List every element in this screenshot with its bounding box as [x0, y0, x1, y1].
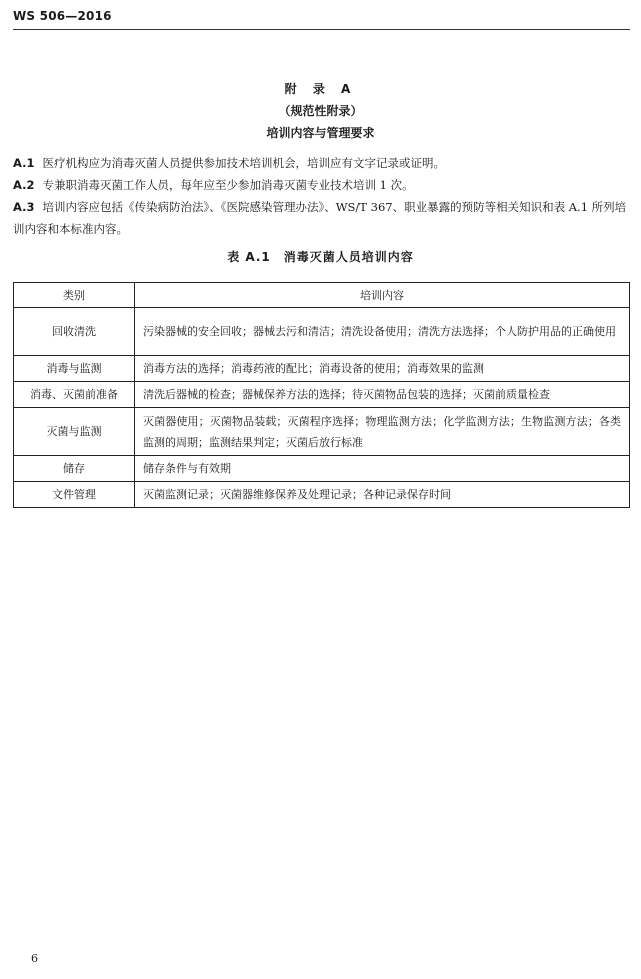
table-row [14, 456, 630, 482]
table-row [14, 482, 630, 508]
row-category: 文件管理 [14, 482, 135, 508]
paragraph-number: A.1 [13, 156, 35, 170]
table-row [14, 408, 630, 456]
paragraph-text: 医疗机构应为消毒灭菌人员提供参加技术培训机会，培训应有文字记录或证明。 [42, 156, 445, 170]
table-row [14, 356, 630, 382]
row-category: 储存 [14, 456, 135, 482]
table-row [14, 382, 630, 408]
training-content-table [13, 282, 630, 508]
table-row [14, 308, 630, 356]
paragraph-a2 [13, 174, 630, 196]
row-content: 清洗后器械的检查；器械保养方法的选择；待灭菌物品包装的选择；灭菌前质量检查 [135, 382, 630, 408]
table-header-row [14, 283, 630, 308]
header-rule [13, 29, 630, 30]
paragraph-number: A.3 [13, 200, 35, 214]
row-content: 消毒方法的选择；消毒药液的配比；消毒设备的使用；消毒效果的监测 [135, 356, 630, 382]
appendix-subtitle: （规范性附录） [278, 104, 363, 118]
row-content: 污染器械的安全回收；器械去污和清洁；清洗设备使用；清洗方法选择；个人防护用品的正确使用 [135, 308, 630, 356]
paragraph-a1 [13, 152, 630, 174]
paragraph-a3 [13, 196, 630, 240]
standard-code: WS 506—2016 [13, 9, 112, 23]
section-title: 培训内容与管理要求 [266, 126, 375, 140]
column-header-category: 类别 [14, 283, 135, 308]
row-content: 储存条件与有效期 [135, 456, 630, 482]
paragraph-text: 培训内容应包括《传染病防治法》、《医院感染管理办法》、WS/T 367、职业暴露的预防等相关知识和表 A.1 所列培训内容和本标准内容。 [13, 200, 627, 236]
row-content: 灭菌器使用；灭菌物品装载；灭菌程序选择；物理监测方法；化学监测方法；生物监测方法；各类监测的周期；监测结果判定；灭菌后放行标准 [135, 408, 630, 456]
paragraph-number: A.2 [13, 178, 35, 192]
column-header-content: 培训内容 [135, 283, 630, 308]
paragraph-text: 专兼职消毒灭菌工作人员，每年应至少参加消毒灭菌专业技术培训 1 次。 [42, 178, 414, 192]
row-category: 消毒、灭菌前准备 [14, 382, 135, 408]
row-category: 回收清洗 [14, 308, 135, 356]
row-category: 消毒与监测 [14, 356, 135, 382]
table-title: 表 A.1 消毒灭菌人员培训内容 [227, 250, 414, 264]
appendix-title: 附 录 A [284, 82, 357, 96]
row-content: 灭菌监测记录；灭菌器维修保养及处理记录；各种记录保存时间 [135, 482, 630, 508]
row-category: 灭菌与监测 [14, 408, 135, 456]
page-number: 6 [31, 952, 38, 965]
